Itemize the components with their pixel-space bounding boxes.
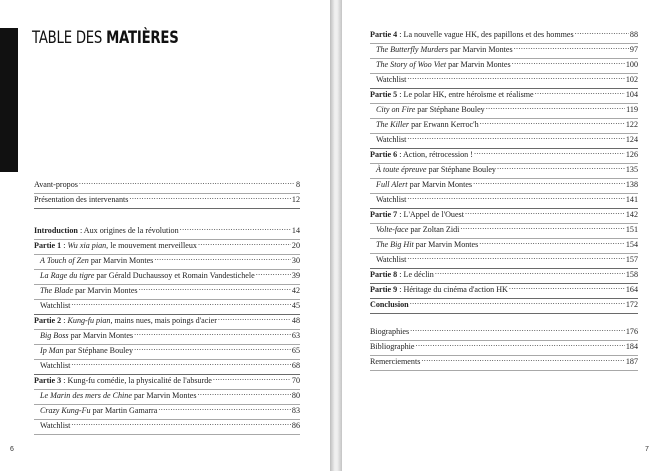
- toc-entry-text: Partie 2: [34, 316, 62, 325]
- toc-entry-page: 135: [625, 165, 638, 174]
- toc-entry-title: [376, 165, 496, 174]
- dot-leader: [497, 164, 625, 172]
- toc-entry-page: 151: [625, 225, 638, 234]
- toc-entry-text: The Blade: [40, 286, 74, 295]
- toc-entry-title: [370, 150, 473, 159]
- toc-entry-page: 176: [625, 327, 638, 336]
- toc-entry-page: 14: [291, 226, 300, 235]
- toc-entry[interactable]: [370, 326, 638, 341]
- dot-leader: [416, 341, 625, 349]
- toc-list-right: [370, 29, 638, 371]
- toc-entry-text: par Marvin Montes: [448, 45, 513, 54]
- toc-entry-text: : L'Appel de l'Ouest: [397, 210, 464, 219]
- toc-entry-text: Watchlist: [376, 255, 407, 264]
- toc-entry[interactable]: [370, 149, 638, 164]
- toc-entry-page: 157: [625, 255, 638, 264]
- dot-leader: [154, 255, 291, 263]
- toc-entry-text: Partie 5: [370, 90, 398, 99]
- toc-entry-page: 20: [291, 241, 300, 250]
- toc-entry-text: : Le polar HK, entre héroïsme et réalisme: [397, 90, 534, 99]
- toc-entry-title: [376, 225, 459, 234]
- title-normal: TABLE DES: [32, 28, 107, 48]
- toc-entry-title: [40, 256, 153, 265]
- dot-leader: [479, 239, 625, 247]
- toc-entry-title: [40, 301, 70, 310]
- toc-entry-page: 104: [625, 90, 638, 99]
- toc-entry-page: 88: [629, 30, 638, 39]
- toc-entry-text: par Marvin Montes: [407, 180, 473, 189]
- toc-entry[interactable]: [370, 341, 638, 356]
- toc-entry-text: par Marvin Montes: [413, 240, 479, 249]
- toc-entry-page: 100: [625, 60, 638, 69]
- toc-entry[interactable]: [34, 285, 300, 300]
- toc-entry-text: par Marvin Montes: [73, 286, 138, 295]
- dot-leader: [158, 405, 291, 413]
- toc-entry-text: par Zoltan Zidi: [408, 225, 460, 234]
- toc-entry-text: par Marvin Montes: [68, 331, 134, 340]
- toc-entry-page: 164: [625, 285, 638, 294]
- spacer: [370, 314, 638, 326]
- toc-entry[interactable]: [370, 254, 638, 269]
- toc-entry-title: [40, 286, 138, 295]
- toc-entry-text: Big Boss: [40, 331, 69, 340]
- toc-entry-text: par Erwann Kerroc'h: [409, 120, 479, 129]
- toc-entry-page: 86: [291, 421, 300, 430]
- toc-entry-page: 142: [625, 210, 638, 219]
- dot-leader: [407, 74, 624, 82]
- toc-entry-text: Partie 9: [370, 285, 398, 294]
- toc-entry-text: Watchlist: [40, 421, 71, 430]
- toc-entry[interactable]: [34, 345, 300, 360]
- black-margin-tab: [0, 28, 18, 172]
- toc-entry-text: Partie 7: [370, 210, 398, 219]
- toc-entry-title: [40, 391, 196, 400]
- spacer: [34, 163, 300, 179]
- toc-entry-text: A Touch of Zen: [40, 256, 89, 265]
- toc-entry-page: 30: [291, 256, 300, 265]
- toc-entry-page: 97: [629, 45, 638, 54]
- dot-leader: [421, 356, 625, 364]
- dot-leader: [139, 285, 291, 293]
- toc-entry-text: Conclusion: [370, 300, 409, 309]
- toc-entry-text: Watchlist: [376, 75, 407, 84]
- toc-entry-title: [40, 361, 70, 370]
- toc-entry[interactable]: [34, 300, 300, 315]
- dot-leader: [509, 284, 625, 292]
- toc-entry-title: [370, 270, 434, 279]
- toc-entry-page: 119: [626, 105, 638, 114]
- toc-entry[interactable]: [34, 270, 300, 285]
- title-bold: MATIÈRES: [106, 28, 179, 48]
- toc-entry[interactable]: [370, 89, 638, 104]
- toc-entry[interactable]: [370, 194, 638, 209]
- toc-entry-page: 124: [625, 135, 638, 144]
- toc-entry-text: Partie 4: [370, 30, 398, 39]
- dot-leader: [71, 420, 291, 428]
- toc-entry-page: 83: [291, 406, 300, 415]
- toc-entry[interactable]: [370, 299, 638, 314]
- toc-entry[interactable]: [370, 59, 638, 74]
- toc-entry-page: 154: [625, 240, 638, 249]
- toc-entry-title: [40, 331, 133, 340]
- toc-entry[interactable]: [370, 356, 638, 371]
- toc-entry-page: 12: [291, 195, 300, 204]
- toc-entry-text: : Le déclin: [397, 270, 434, 279]
- dot-leader: [71, 300, 291, 308]
- toc-entry-text: Le Marin des mers de Chine: [40, 391, 132, 400]
- toc-entry-text: The Butterfly Murders: [376, 45, 449, 54]
- toc-entry-title: [40, 421, 70, 430]
- toc-entry[interactable]: [370, 104, 638, 119]
- toc-entry-page: 70: [291, 376, 300, 385]
- dot-leader: [134, 330, 291, 338]
- dot-leader: [218, 315, 291, 323]
- toc-entry-title: [376, 120, 479, 129]
- toc-entry-text: Partie 6: [370, 150, 398, 159]
- toc-entry-page: 65: [291, 346, 300, 355]
- toc-entry-title: [376, 105, 485, 114]
- toc-entry[interactable]: [370, 284, 638, 299]
- toc-entry-text: Partie 3: [34, 376, 62, 385]
- toc-entry[interactable]: [370, 179, 638, 194]
- toc-entry-text: Biographies: [370, 327, 410, 336]
- dot-leader: [514, 44, 629, 52]
- toc-entry-title: [370, 327, 409, 336]
- toc-entry-text: Présentation des intervenants: [34, 195, 129, 204]
- toc-entry[interactable]: [34, 360, 300, 375]
- toc-entry-text: The Killer: [376, 120, 410, 129]
- toc-entry[interactable]: [34, 390, 300, 405]
- toc-entry-text: par Martin Gamarra: [90, 406, 158, 415]
- toc-entry[interactable]: [370, 29, 638, 44]
- toc-entry-title: [376, 60, 511, 69]
- toc-entry-text: Remerciements: [370, 357, 421, 366]
- dot-leader: [474, 149, 625, 157]
- toc-entry[interactable]: [34, 225, 300, 240]
- toc-entry-text: : Héritage du cinéma d'action HK: [397, 285, 508, 294]
- toc-entry-text: : Action, rétrocession !: [397, 150, 473, 159]
- toc-entry-title: [370, 90, 534, 99]
- toc-entry-text: par Gérald Duchaussoy et Romain Vandestichele: [94, 271, 255, 280]
- dot-leader: [71, 360, 291, 368]
- toc-entry-text: Avant-propos: [34, 180, 78, 189]
- toc-entry-title: [34, 195, 128, 204]
- dot-leader: [410, 299, 625, 307]
- toc-entry-text: : La nouvelle vague HK, des papillons et des hommes: [397, 30, 574, 39]
- toc-entry-text: Watchlist: [40, 361, 71, 370]
- toc-entry-text: par Stéphane Bouley: [415, 105, 485, 114]
- toc-entry-text: par Stéphane Bouley: [63, 346, 134, 355]
- toc-entry-page: 8: [295, 180, 300, 189]
- toc-entry-title: [34, 376, 212, 385]
- toc-entry-page: 48: [291, 316, 300, 325]
- toc-entry-title: [370, 357, 420, 366]
- toc-entry-title: [376, 240, 478, 249]
- left-page: [0, 0, 330, 471]
- toc-entry-text: Watchlist: [40, 301, 71, 310]
- toc-entry-page: 141: [625, 195, 638, 204]
- dot-leader: [134, 345, 291, 353]
- toc-entry-title: [40, 271, 255, 280]
- toc-entry-text: Bibliographie: [370, 342, 415, 351]
- toc-entry[interactable]: [34, 240, 300, 255]
- toc-entry-text: par Stéphane Bouley: [426, 165, 496, 174]
- toc-list-left: [34, 163, 300, 435]
- toc-entry-text: Partie 8: [370, 270, 398, 279]
- dot-leader: [407, 254, 624, 262]
- toc-entry[interactable]: [34, 375, 300, 390]
- toc-entry[interactable]: [370, 224, 638, 239]
- toc-entry-text: The Story of Woo Viet: [376, 60, 447, 69]
- toc-entry[interactable]: [370, 164, 638, 179]
- toc-entry[interactable]: [370, 239, 638, 254]
- toc-entry-text: La Rage du tigre: [40, 271, 95, 280]
- toc-entry-text: par Marvin Montes: [88, 256, 154, 265]
- toc-entry-text: Full Alert: [376, 180, 408, 189]
- toc-entry-title: [376, 180, 472, 189]
- toc-entry-page: 184: [625, 342, 638, 351]
- toc-entry-title: [376, 195, 406, 204]
- toc-entry-text: :: [61, 241, 68, 250]
- toc-entry-title: [370, 210, 464, 219]
- toc-entry-title: [376, 45, 513, 54]
- toc-entry[interactable]: [34, 315, 300, 330]
- toc-entry-title: [34, 226, 179, 235]
- dot-leader: [410, 326, 625, 334]
- toc-entry-text: Ip Man: [40, 346, 64, 355]
- dot-leader: [486, 104, 625, 112]
- toc-entry-text: Crazy Kung-Fu: [40, 406, 91, 415]
- spacer: [34, 209, 300, 225]
- dot-leader: [197, 390, 290, 398]
- toc-entry-page: 126: [625, 150, 638, 159]
- toc-entry-text: : Kung-fu comédie, la physicalité de l'absurde: [61, 376, 212, 385]
- toc-entry-text: : Aux origines de la révolution: [77, 226, 179, 235]
- toc-entry-title: [376, 255, 406, 264]
- toc-entry-title: [370, 342, 415, 351]
- dot-leader: [213, 375, 291, 383]
- toc-entry-page: 63: [291, 331, 300, 340]
- toc-entry-text: par Marvin Montes: [131, 391, 197, 400]
- dot-leader: [180, 225, 291, 233]
- toc-entry[interactable]: [34, 420, 300, 435]
- toc-entry-text: Partie 1: [34, 241, 62, 250]
- toc-entry-title: [34, 316, 217, 325]
- toc-entry-title: [40, 406, 157, 415]
- toc-entry-title: [376, 75, 406, 84]
- toc-entry-page: 42: [291, 286, 300, 295]
- toc-entry-title: [370, 30, 574, 39]
- dot-leader: [480, 119, 625, 127]
- toc-entry-page: 122: [625, 120, 638, 129]
- toc-entry-text: The Big Hit: [376, 240, 414, 249]
- toc-entry[interactable]: [34, 179, 300, 194]
- toc-entry-page: 39: [291, 271, 300, 280]
- toc-entry[interactable]: [34, 255, 300, 270]
- dot-leader: [407, 194, 624, 202]
- toc-entry-text: Introduction: [34, 226, 78, 235]
- toc-entry[interactable]: [34, 330, 300, 345]
- toc-entry-text: Wu xia pian: [67, 241, 107, 250]
- toc-entry-title: [370, 300, 409, 309]
- toc-entry-text: , mains nues, mais poings d'acier: [110, 316, 217, 325]
- toc-entry[interactable]: [370, 74, 638, 89]
- book-gutter: [330, 0, 342, 471]
- dot-leader: [129, 194, 291, 202]
- dot-leader: [407, 134, 624, 142]
- page-title: [32, 28, 179, 48]
- page-number-right: 7: [645, 446, 649, 453]
- toc-entry-page: 102: [625, 75, 638, 84]
- toc-entry-text: City on Fire: [376, 105, 416, 114]
- toc-entry-text: Watchlist: [376, 135, 407, 144]
- toc-entry-text: Watchlist: [376, 195, 407, 204]
- dot-leader: [465, 209, 625, 217]
- toc-entry-page: 80: [291, 391, 300, 400]
- page-number-left: 6: [10, 446, 14, 453]
- toc-entry-page: 158: [625, 270, 638, 279]
- toc-entry[interactable]: [370, 44, 638, 59]
- dot-leader: [512, 59, 625, 67]
- toc-entry[interactable]: [370, 134, 638, 149]
- dot-leader: [198, 240, 291, 248]
- toc-entry-title: [376, 135, 406, 144]
- toc-entry[interactable]: [370, 269, 638, 284]
- toc-entry-title: [34, 241, 197, 250]
- toc-entry-title: [34, 180, 78, 189]
- toc-entry-page: 172: [625, 300, 638, 309]
- dot-leader: [460, 224, 624, 232]
- toc-entry-page: 45: [291, 301, 300, 310]
- dot-leader: [575, 29, 629, 37]
- toc-entry-page: 68: [291, 361, 300, 370]
- toc-entry-title: [40, 346, 133, 355]
- toc-entry-text: Volte-face: [376, 225, 409, 234]
- dot-leader: [435, 269, 625, 277]
- toc-entry-text: À toute épreuve: [376, 165, 427, 174]
- toc-entry-text: par Marvin Montes: [446, 60, 511, 69]
- toc-entry-text: :: [61, 316, 68, 325]
- dot-leader: [79, 179, 295, 187]
- dot-leader: [535, 89, 625, 97]
- toc-entry-title: [370, 285, 508, 294]
- toc-entry[interactable]: [370, 119, 638, 134]
- dot-leader: [256, 270, 291, 278]
- toc-entry[interactable]: [370, 209, 638, 224]
- toc-entry[interactable]: [34, 405, 300, 420]
- toc-entry-text: , le mouvement merveilleux: [106, 241, 197, 250]
- dot-leader: [473, 179, 625, 187]
- toc-entry-page: 138: [625, 180, 638, 189]
- toc-entry-page: 187: [625, 357, 638, 366]
- toc-entry-text: Kung-fu pian: [67, 316, 111, 325]
- toc-entry[interactable]: [34, 194, 300, 209]
